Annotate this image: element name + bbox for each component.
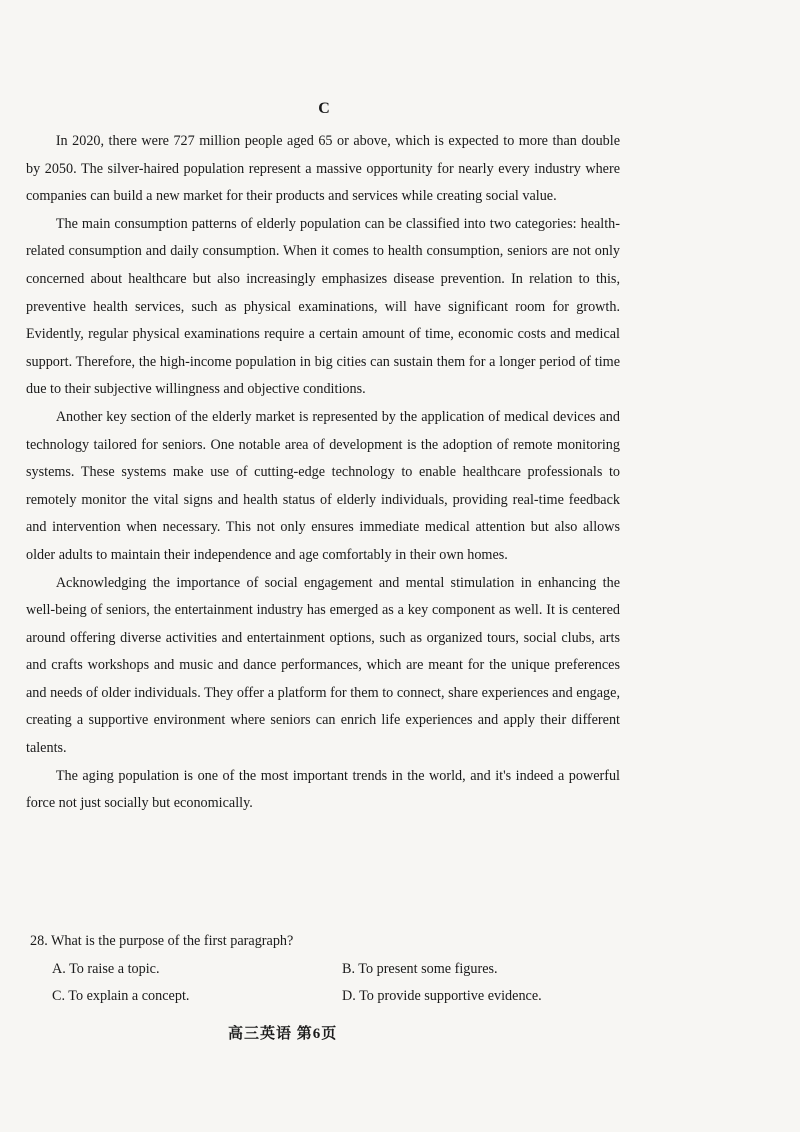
option-a: A. To raise a topic. <box>52 960 160 977</box>
answer-options <box>30 956 630 1011</box>
paragraph-4: Acknowledging the importance of social engagement and mental stimulation in enhancing the well-being of seniors, the entertainment industry has emerged as a key component as well. It is centered around offering diverse activities and entertainment options, such as organized tours, social clubs, arts and crafts workshops and music and dance performances, which are meant for the unique preferences and needs of older individuals. They offer a platform for them to connect, share experiences and engage, creating a supportive environment where seniors can enrich life experiences and apply their different talents. <box>26 574 620 757</box>
paragraph-1: In 2020, there were 727 million people aged 65 or above, which is expected to more than double by 2050. The silver-haired population represent a massive opportunity for nearly every industry where companies can build a new market for their products and services while creating social value. <box>26 133 620 205</box>
question-28 <box>30 928 630 1011</box>
option-b: B. To present some figures. <box>342 960 498 977</box>
paragraph-3: Another key section of the elderly market is represented by the application of medical devices and technology tailored for seniors. One notable area of development is the adoption of remote monitoring systems. These systems make use of cutting-edge technology to enable healthcare professionals to remotely monitor the vital signs and health status of elderly individuals, providing real-time feedback and intervention when necessary. This not only ensures immediate medical attention but also allows older adults to maintain their independence and age comfortably in their own homes. <box>26 408 620 563</box>
paragraph-5: The aging population is one of the most important trends in the world, and it's indeed a powerful force not just socially but economically. <box>26 767 620 812</box>
page-footer: 高三英语 第6页 <box>228 1026 338 1042</box>
reading-passage <box>26 128 620 818</box>
option-c: C. To explain a concept. <box>52 988 190 1005</box>
paragraph-2: The main consumption patterns of elderly population can be classified into two categories: health-related consumption and daily consumption. When it comes to health consumption, seniors are not only concerned about healthcare but also increasingly emphasizes disease prevention. In relation to this, preventive health services, such as physical examinations, will have significant room for growth. Evidently, regular physical examinations require a certain amount of time, economic costs and medical support. Therefore, the high-income population in big cities can sustain them for a longer period of time due to their subjective willingness and objective conditions. <box>26 215 620 398</box>
section-heading: C <box>318 100 330 117</box>
option-d: D. To provide supportive evidence. <box>342 988 542 1005</box>
question-stem: 28. What is the purpose of the first paragraph? <box>30 933 294 949</box>
